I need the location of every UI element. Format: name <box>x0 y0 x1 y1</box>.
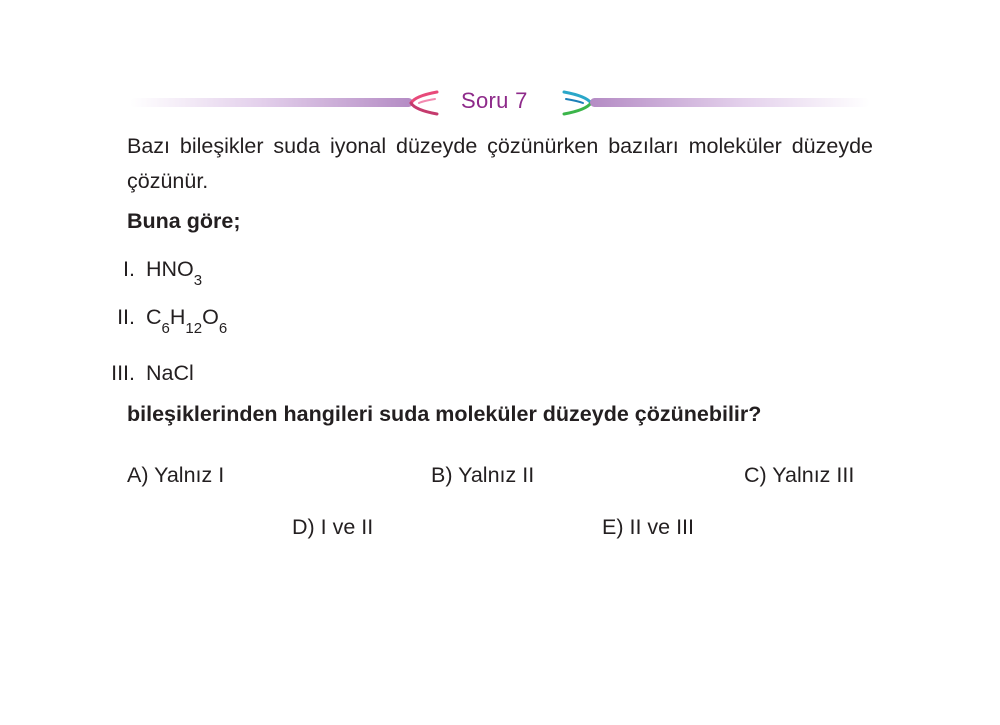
option-b[interactable]: B) Yalnız II <box>431 463 535 487</box>
header-bar-right <box>590 98 870 107</box>
formula-subscript: 12 <box>185 320 203 337</box>
formula-subscript: 6 <box>218 320 228 337</box>
formula-subscript: 6 <box>161 320 170 337</box>
statement-item-3 <box>93 361 194 386</box>
formula-text: C <box>146 305 162 329</box>
question-prompt: bileşiklerinden hangileri suda moleküler düzeyde çözünebilir? <box>127 402 762 426</box>
question-stem: Bazı bileşikler suda iyonal düzeyde çözünürken bazıları moleküler düzeyde çözünür. <box>127 134 873 193</box>
formula-subscript: 3 <box>193 272 203 289</box>
option-d[interactable]: D) I ve II <box>292 515 374 539</box>
question-header <box>130 84 870 120</box>
statement-item-1 <box>103 257 203 289</box>
formula-text: NaCl <box>146 361 194 385</box>
chemical-formula <box>146 257 203 289</box>
statement-number: III. <box>111 361 135 385</box>
option-a[interactable]: A) Yalnız I <box>127 463 225 487</box>
formula-text: O <box>202 305 219 329</box>
formula-text: H <box>169 305 186 329</box>
arc-decoration-left-icon <box>405 88 445 118</box>
question-lead: Buna göre; <box>127 209 241 233</box>
option-e[interactable]: E) II ve III <box>602 515 694 539</box>
option-c[interactable]: C) Yalnız III <box>744 463 855 487</box>
header-bar-left <box>130 98 413 107</box>
chemical-formula <box>146 361 194 385</box>
statement-number: II. <box>117 305 135 329</box>
statement-item-2 <box>103 305 228 337</box>
statement-number: I. <box>123 257 135 281</box>
chemical-formula <box>146 305 228 337</box>
question-title: Soru 7 <box>461 88 528 113</box>
formula-text: HNO <box>146 257 194 281</box>
